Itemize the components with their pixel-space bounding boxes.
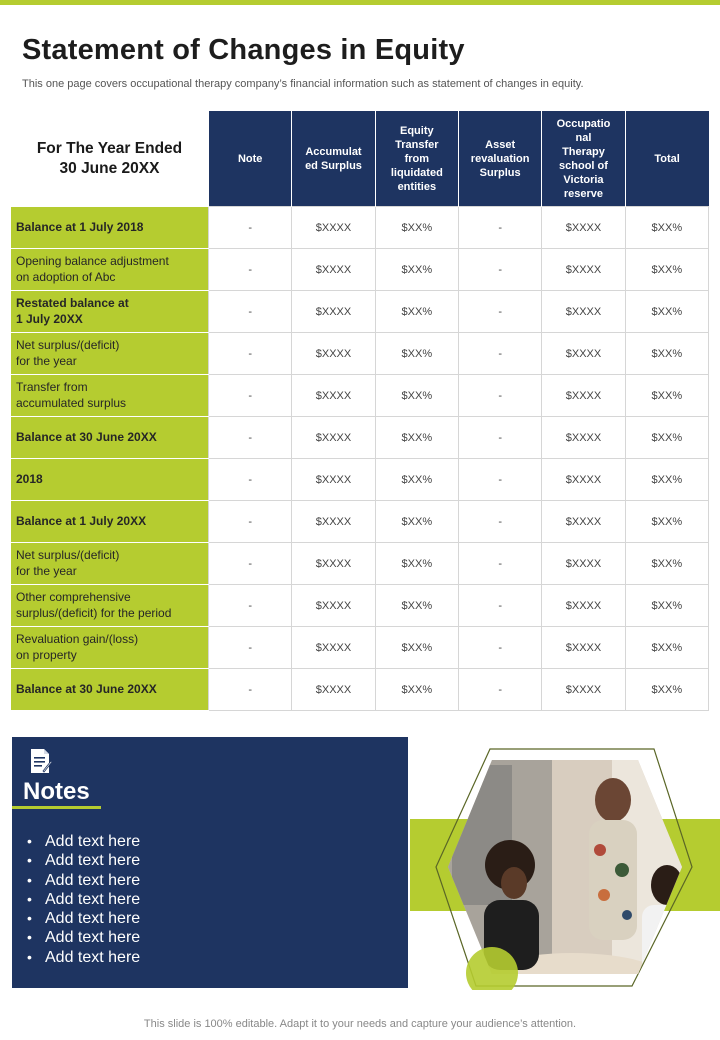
notes-list-item (27, 851, 140, 870)
table-cell: $XXXX (292, 375, 375, 417)
column-header-note (209, 111, 292, 207)
table-cell: $XXXX (292, 333, 375, 375)
row-label-line: for the year (16, 563, 77, 578)
table-cell: $XX% (625, 543, 708, 585)
row-label (11, 417, 209, 459)
row-label-line: Net surplus/(deficit) (16, 548, 120, 562)
table-cell: - (209, 333, 292, 375)
column-header-line: Transfer (395, 138, 439, 151)
table-row (11, 585, 709, 627)
row-label-line: Restated balance at (16, 296, 129, 310)
row-label-line: accumulated surplus (16, 395, 127, 410)
table-cell: - (458, 459, 541, 501)
table-cell: - (209, 669, 292, 711)
bullet-icon: • (27, 929, 32, 946)
notes-list-item (27, 871, 140, 890)
equity-table-body (11, 207, 709, 711)
table-cell: - (458, 249, 541, 291)
row-label (11, 207, 209, 249)
table-cell: - (458, 333, 541, 375)
table-cell: $XXXX (292, 207, 375, 249)
table-cell: $XXXX (542, 669, 625, 711)
table-cell: $XXXX (542, 459, 625, 501)
page-title: Statement of Changes in Equity (22, 34, 465, 66)
row-label (11, 333, 209, 375)
table-cell: - (209, 543, 292, 585)
table-row (11, 375, 709, 417)
table-row (11, 501, 709, 543)
column-header-line: reserve (563, 187, 604, 200)
table-cell: $XX% (625, 417, 708, 459)
row-label-line: on property (16, 647, 77, 662)
row-label-line: 2018 (16, 471, 43, 486)
notes-panel (12, 737, 408, 988)
table-cell: - (458, 291, 541, 333)
table-cell: $XX% (375, 669, 458, 711)
table-cell: $XXXX (292, 249, 375, 291)
table-row (11, 459, 709, 501)
table-cell: $XX% (625, 207, 708, 249)
row-label (11, 291, 209, 333)
notes-list-item (27, 948, 140, 967)
table-cell: $XX% (625, 585, 708, 627)
row-label-line: Balance at 30 June 20XX (16, 681, 157, 696)
table-cell: $XX% (375, 291, 458, 333)
table-cell: - (458, 207, 541, 249)
table-cell: $XX% (625, 333, 708, 375)
document-edit-icon (30, 748, 52, 774)
table-cell: - (458, 501, 541, 543)
column-header-school-reserve (542, 111, 625, 207)
table-row (11, 333, 709, 375)
notes-list-item (27, 909, 140, 928)
table-row (11, 669, 709, 711)
table-cell: $XX% (625, 249, 708, 291)
table-cell: - (458, 375, 541, 417)
period-header-line: For The Year Ended (36, 139, 183, 157)
table-cell: - (458, 417, 541, 459)
bullet-icon: • (27, 910, 32, 927)
table-cell: $XXXX (292, 291, 375, 333)
row-label-line: for the year (16, 353, 77, 368)
column-header-line: Occupatio (556, 117, 611, 130)
table-cell: $XXXX (292, 669, 375, 711)
row-label-line: Other comprehensive (16, 590, 131, 604)
table-cell: $XX% (625, 627, 708, 669)
table-cell: $XX% (375, 333, 458, 375)
table-cell: $XX% (375, 249, 458, 291)
row-label-line: Balance at 1 July 2018 (16, 219, 144, 234)
bullet-icon: • (27, 871, 32, 888)
notes-item-text: Add text here (45, 833, 141, 850)
column-header-total (625, 111, 708, 207)
column-header-line: Surplus (479, 166, 521, 179)
table-cell: $XX% (625, 459, 708, 501)
footer-note: This slide is 100% editable. Adapt it to your needs and capture your audience’s attention. (143, 1018, 577, 1030)
table-row (11, 543, 709, 585)
column-header-line: Equity (400, 124, 434, 137)
column-header-line: entities (397, 180, 437, 193)
table-cell: - (209, 207, 292, 249)
table-cell: $XX% (375, 501, 458, 543)
table-cell: $XX% (375, 375, 458, 417)
row-label (11, 585, 209, 627)
table-cell: $XX% (625, 501, 708, 543)
row-label-line: Net surplus/(deficit) (16, 338, 120, 352)
row-label-line: Transfer from (16, 380, 88, 394)
table-cell: $XXXX (542, 207, 625, 249)
table-cell: - (458, 669, 541, 711)
column-header-accumulated-surplus (292, 111, 375, 207)
column-header-line: Victoria (563, 173, 604, 186)
table-cell: $XXXX (292, 501, 375, 543)
table-cell: $XXXX (292, 417, 375, 459)
table-cell: - (209, 459, 292, 501)
top-accent-bar (0, 0, 720, 5)
table-cell: $XX% (625, 669, 708, 711)
table-cell: $XXXX (542, 585, 625, 627)
column-header-line: Therapy (562, 145, 605, 158)
column-header-line: from (404, 152, 430, 165)
table-cell: - (209, 249, 292, 291)
row-label (11, 627, 209, 669)
column-header-line: school of (559, 159, 608, 172)
column-header-line: Accumulat (305, 145, 362, 158)
table-row (11, 207, 709, 249)
column-header-line: Note (237, 152, 263, 165)
table-row (11, 627, 709, 669)
table-cell: - (209, 417, 292, 459)
notes-list (27, 832, 140, 967)
bullet-icon: • (27, 852, 32, 869)
row-label (11, 501, 209, 543)
table-cell: $XX% (375, 543, 458, 585)
table-cell: $XX% (625, 375, 708, 417)
row-label (11, 375, 209, 417)
table-cell: $XXXX (292, 543, 375, 585)
row-label (11, 459, 209, 501)
table-cell: $XXXX (542, 333, 625, 375)
notes-item-text: Add text here (45, 929, 141, 947)
bullet-icon: • (27, 948, 32, 965)
table-cell: - (209, 627, 292, 669)
table-cell: - (209, 375, 292, 417)
row-label-line: 1 July 20XX (16, 311, 83, 326)
people-meeting-photo (432, 745, 694, 990)
table-cell: $XXXX (292, 459, 375, 501)
notes-item-text: Add text here (45, 852, 141, 870)
table-cell: $XXXX (542, 375, 625, 417)
column-header-line: Asset (485, 138, 516, 151)
table-cell: $XX% (375, 459, 458, 501)
notes-list-item (27, 890, 140, 909)
row-label-line: on adoption of Abc (16, 269, 116, 284)
table-cell: $XXXX (542, 543, 625, 585)
column-header-asset-revaluation (458, 111, 541, 207)
table-header-row (11, 111, 709, 207)
row-label (11, 669, 209, 711)
row-label (11, 543, 209, 585)
bullet-icon: • (27, 833, 32, 849)
table-cell: - (458, 585, 541, 627)
row-label-line: Balance at 30 June 20XX (16, 429, 157, 444)
table-cell: $XX% (375, 417, 458, 459)
row-label-line: Revaluation gain/(loss) (16, 632, 139, 646)
notes-item-text: Add text here (45, 910, 141, 928)
row-label-line: Balance at 1 July 20XX (16, 513, 147, 528)
notes-item-text: Add text here (45, 871, 141, 889)
table-cell: - (458, 543, 541, 585)
table-cell: - (209, 585, 292, 627)
notes-list-item (27, 928, 140, 947)
period-header (11, 111, 209, 207)
table-cell: $XX% (375, 627, 458, 669)
table-cell: - (209, 501, 292, 543)
table-row (11, 417, 709, 459)
notes-item-text: Add text here (45, 948, 141, 966)
notes-list-item (27, 832, 140, 851)
column-header-line: Total (654, 152, 680, 165)
column-header-line: ed Surplus (305, 159, 362, 172)
page-subtitle: This one page covers occupational therapy company’s financial information such as statement of changes in equity. (22, 78, 584, 90)
table-cell: $XXXX (542, 627, 625, 669)
table-cell: $XX% (375, 207, 458, 249)
column-header-line: revaluation (470, 152, 530, 165)
table-cell: - (209, 291, 292, 333)
table-cell: $XXXX (542, 291, 625, 333)
table-cell: $XX% (375, 585, 458, 627)
table-cell: $XXXX (542, 249, 625, 291)
table-row (11, 291, 709, 333)
table-cell: - (458, 627, 541, 669)
column-header-line: nal (575, 131, 592, 144)
column-header-equity-transfer (375, 111, 458, 207)
table-cell: $XXXX (292, 627, 375, 669)
notes-item-text: Add text here (45, 890, 141, 908)
table-cell: $XX% (625, 291, 708, 333)
equity-table (11, 111, 709, 711)
table-cell: $XXXX (542, 501, 625, 543)
column-header-line: liquidated (390, 166, 443, 179)
bullet-icon: • (27, 890, 32, 907)
notes-underline (12, 806, 101, 809)
period-header-line: 30 June 20XX (59, 159, 160, 177)
notes-title: Notes (23, 778, 90, 805)
table-cell: $XXXX (542, 417, 625, 459)
row-label (11, 249, 209, 291)
row-label-line: Opening balance adjustment (16, 254, 169, 268)
row-label-line: surplus/(deficit) for the period (16, 605, 172, 620)
table-cell: $XXXX (292, 585, 375, 627)
table-row (11, 249, 709, 291)
